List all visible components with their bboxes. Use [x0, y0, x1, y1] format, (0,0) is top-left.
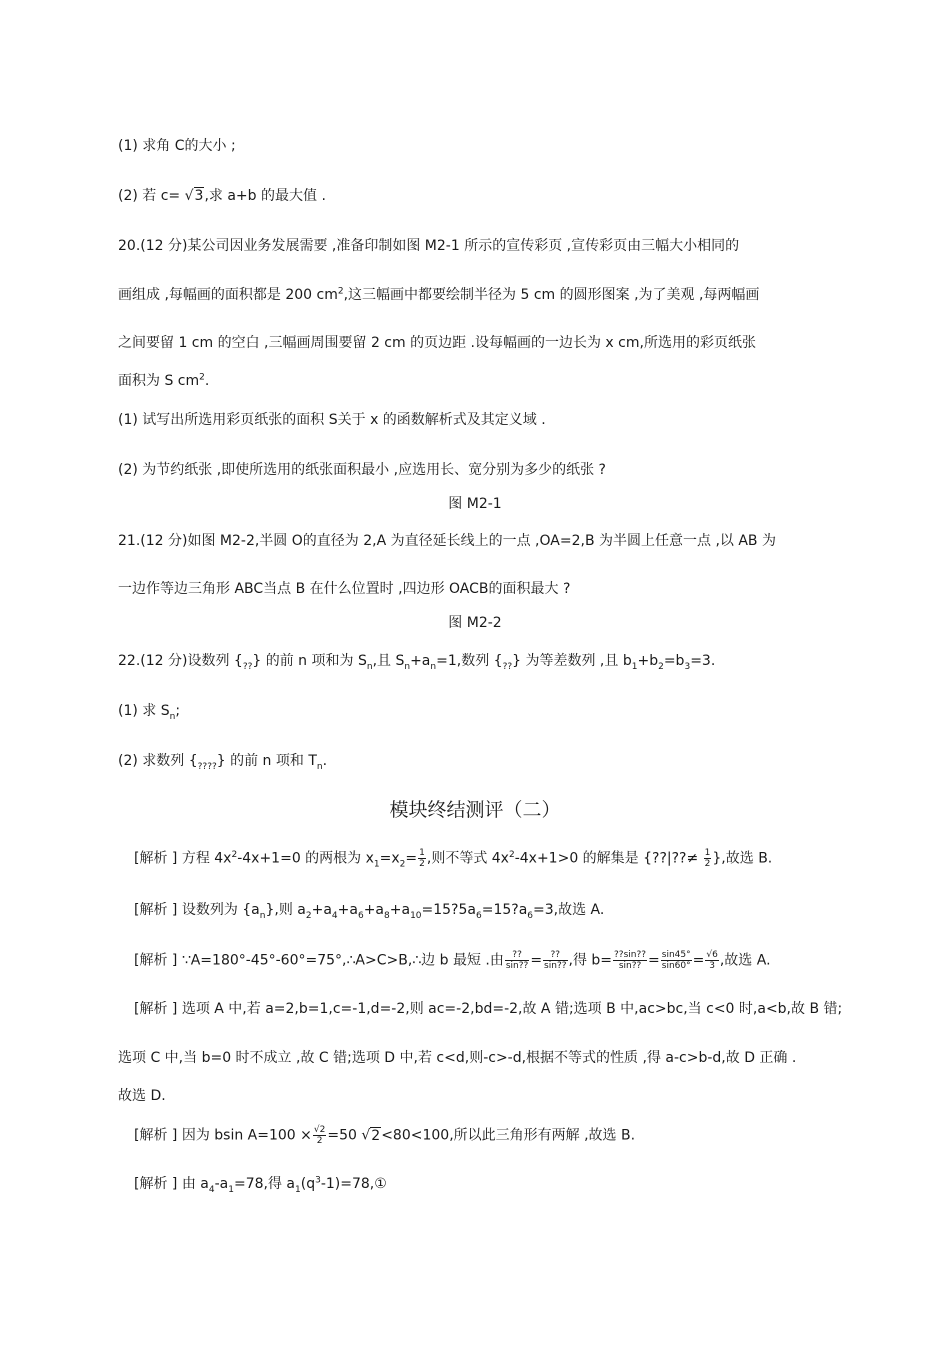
text: (1) 试写出所选用彩页纸张的面积 S关于 x 的函数解析式及其定义域 . — [118, 412, 546, 428]
subscript: n — [366, 661, 373, 672]
text: [解析 ] ∵A=180°-45°-60°=75°,∴A>C>B,∴边 b 最短 .由 — [134, 952, 504, 969]
text: ,得 b= — [568, 952, 613, 969]
subscript: 1 — [228, 1184, 234, 1195]
text: 图 M2-2 — [448, 615, 502, 631]
text: <80<100,所以此三角形有两解 ,故选 B. — [381, 1127, 636, 1144]
fraction — [313, 1125, 326, 1146]
numerator: √2 — [313, 1125, 326, 1135]
text: = — [405, 850, 418, 867]
text: (2) 求数列 { — [118, 753, 198, 769]
solution-4-line-3 — [118, 1086, 166, 1106]
denominator: 3 — [709, 961, 715, 971]
section-heading — [0, 797, 950, 823]
subscript: n — [316, 761, 323, 772]
superscript: 2 — [231, 849, 238, 860]
text: = — [692, 952, 705, 969]
radicand: 3 — [194, 188, 204, 204]
subscript: 2 — [305, 910, 312, 921]
text: [解析 ] 方程 4x — [134, 850, 232, 867]
text: =1,数列 { — [436, 653, 503, 669]
text: },则 a — [265, 902, 306, 918]
denominator: sin?? — [544, 961, 567, 971]
subscript: 6 — [527, 910, 534, 921]
solution-4-line-1 — [134, 999, 842, 1019]
text: } 的前 n 项和 T — [216, 753, 317, 769]
text: [解析 ] 由 a — [134, 1176, 209, 1192]
fraction — [543, 950, 567, 971]
denominator: 2 — [419, 859, 425, 869]
numerator: ??sin?? — [614, 950, 647, 960]
subscript: n — [259, 910, 266, 921]
text: [解析 ] 选项 A 中,若 a=2,b=1,c=-1,d=-2,则 ac=-2,bd=-2,故 A 错;选项 B 中,ac>bc,当 c<0 时,a<b,故 B 错; — [134, 1001, 843, 1017]
subscript: ?? — [502, 661, 513, 672]
text: 21.(12 分)如图 M2-2,半圆 O的直径为 2,A 为直径延长线上的一点 ,OA=2,B 为半圆上任意一点 ,以 AB 为 — [118, 533, 776, 549]
text: 22.(12 分)设数列 { — [118, 653, 243, 669]
text: (1) 求 S — [118, 703, 170, 719]
text: =50 — [327, 1127, 362, 1144]
text: 模块终结测评（二） — [389, 799, 561, 821]
text: ,这三幅画中都要绘制半径为 5 cm 的圆形图案 ,为了美观 ,每两幅画 — [343, 287, 760, 303]
subscript: ?? — [242, 661, 253, 672]
denominator: 2 — [704, 859, 711, 869]
subscript: 4 — [208, 1184, 215, 1195]
text: = — [648, 952, 660, 969]
text: -4x+1>0 的解集是 {??|??≠ — [514, 850, 703, 867]
solution-1 — [134, 848, 772, 869]
text: 画组成 ,每幅画的面积都是 200 cm — [118, 287, 338, 303]
numerator: sin45° — [661, 950, 691, 960]
text: +b — [637, 653, 659, 669]
denominator: sin?? — [618, 961, 642, 971]
text: +a — [389, 902, 411, 918]
text: (2) 为节约纸张 ,即使所选用的纸张面积最小 ,应选用长、宽分别为多少的纸张 ? — [118, 462, 606, 478]
subscript: 6 — [357, 910, 364, 921]
text: } 为等差数列 ,且 b — [512, 653, 632, 669]
solution-5: [解析 ] 因为 bsin A=100 × $\frac{√2}{2}$ =50 √2<80<100,所以此三角形有两解 ,故选 B. — [134, 1125, 636, 1146]
solution-4-line-2 — [118, 1048, 796, 1068]
text: . — [322, 753, 328, 769]
question-19-part-1 — [118, 136, 236, 156]
fraction — [661, 950, 692, 971]
numerator: √6 — [706, 950, 718, 960]
subscript: 1 — [631, 661, 638, 672]
text: +a — [311, 902, 332, 918]
text: ,求 a+b 的最大值 . — [204, 188, 326, 204]
text: [解析 ] 因为 bsin A=100 × — [134, 1127, 312, 1144]
text: (2) 若 c= — [118, 188, 185, 204]
fraction — [505, 950, 529, 971]
question-21-line-1 — [118, 531, 776, 551]
text: +a — [337, 902, 358, 918]
text: 一边作等边三角形 ABC当点 B 在什么位置时 ,四边形 OACB的面积最大 ? — [118, 581, 571, 597]
numerator: 1 — [704, 848, 711, 858]
subscript: n — [169, 711, 176, 722]
subscript: 6 — [475, 910, 482, 921]
text: =78,得 a — [233, 1176, 295, 1192]
question-22-part-1 — [118, 701, 180, 721]
numerator: ?? — [505, 950, 529, 961]
question-22-part-2 — [118, 751, 327, 771]
fraction — [704, 848, 712, 869]
text: =15?5a — [421, 902, 476, 918]
question-20-part-2 — [118, 460, 606, 480]
text: ,且 S — [372, 653, 405, 669]
text: = — [530, 952, 543, 969]
solution-2 — [134, 900, 604, 920]
text: ,则不等式 4x — [426, 850, 509, 867]
subscript: 2 — [658, 661, 664, 672]
question-21-line-2 — [118, 579, 570, 599]
text: =b — [663, 653, 685, 669]
question-20-line-1 — [118, 236, 739, 256]
fraction — [418, 848, 426, 869]
question-20-line-3 — [118, 333, 756, 353]
text: =15?a — [481, 902, 528, 918]
solution-3 — [134, 950, 771, 971]
superscript: 2 — [199, 372, 205, 383]
question-20-line-2 — [118, 285, 759, 305]
subscript: 10 — [410, 910, 422, 921]
text: 之间要留 1 cm 的空白 ,三幅画周围要留 2 cm 的页边距 .设每幅画的一边长为 x cm,所选用的彩页纸张 — [118, 335, 756, 351]
denominator: 2 — [316, 1136, 323, 1146]
text: 20.(12 分)某公司因业务发展需要 ,准备印制如图 M2-1 所示的宣传彩页 ,宣传彩页由三幅大小相同的 — [118, 238, 740, 254]
fraction — [613, 950, 647, 971]
superscript: 3 — [315, 1175, 321, 1186]
subscript: 4 — [331, 910, 338, 921]
text: (q — [300, 1176, 316, 1192]
text: 面积为 S cm — [118, 373, 200, 389]
radicand: 2 — [371, 1127, 381, 1144]
text: =3. — [690, 653, 716, 669]
subscript: 8 — [384, 910, 390, 921]
denominator: sin60° — [661, 961, 691, 971]
numerator: 1 — [419, 848, 425, 858]
question-20-part-1 — [118, 410, 546, 430]
numerator: ?? — [543, 950, 567, 961]
text: ,故选 A. — [719, 952, 771, 969]
fraction — [705, 950, 718, 971]
superscript: 2 — [337, 286, 344, 297]
text: +a — [410, 653, 431, 669]
text: -4x+1=0 的两根为 x — [237, 850, 374, 867]
text: 故选 D. — [118, 1088, 166, 1104]
subscript: n — [430, 661, 437, 672]
denominator: sin?? — [505, 961, 529, 971]
question-19-part-2: (2) 若 c= √3,求 a+b 的最大值 . — [118, 188, 326, 204]
text: =x — [379, 850, 400, 867]
text: } 的前 n 项和为 S — [252, 653, 367, 669]
text: (1) 求角 C的大小 ; — [118, 138, 236, 154]
text: +a — [363, 902, 385, 918]
text: ; — [175, 703, 181, 719]
text: -a — [214, 1176, 229, 1192]
subscript: n — [404, 661, 411, 672]
subscript: ???? — [197, 761, 217, 772]
subscript: 1 — [295, 1184, 301, 1195]
question-22-line-1 — [118, 651, 715, 671]
figure-caption-m2-2 — [0, 613, 950, 633]
subscript: 3 — [684, 661, 691, 672]
superscript: 2 — [508, 849, 515, 860]
figure-caption-m2-1 — [0, 494, 950, 514]
text: 选项 C 中,当 b=0 时不成立 ,故 C 错;选项 D 中,若 c<d,则-c>-d,根据不等式的性质 ,得 a-c>b-d,故 D 正确 . — [118, 1050, 797, 1066]
text: 图 M2-1 — [448, 496, 502, 512]
text: =3,故选 A. — [533, 902, 605, 918]
text: -1)=78,① — [320, 1176, 387, 1192]
subscript: 2 — [399, 859, 406, 870]
subscript: 1 — [373, 859, 380, 870]
question-20-line-4 — [118, 371, 209, 391]
text: },故选 B. — [712, 850, 773, 867]
text: [解析 ] 设数列为 {a — [134, 902, 260, 918]
solution-6 — [134, 1174, 387, 1194]
text: . — [204, 373, 210, 389]
